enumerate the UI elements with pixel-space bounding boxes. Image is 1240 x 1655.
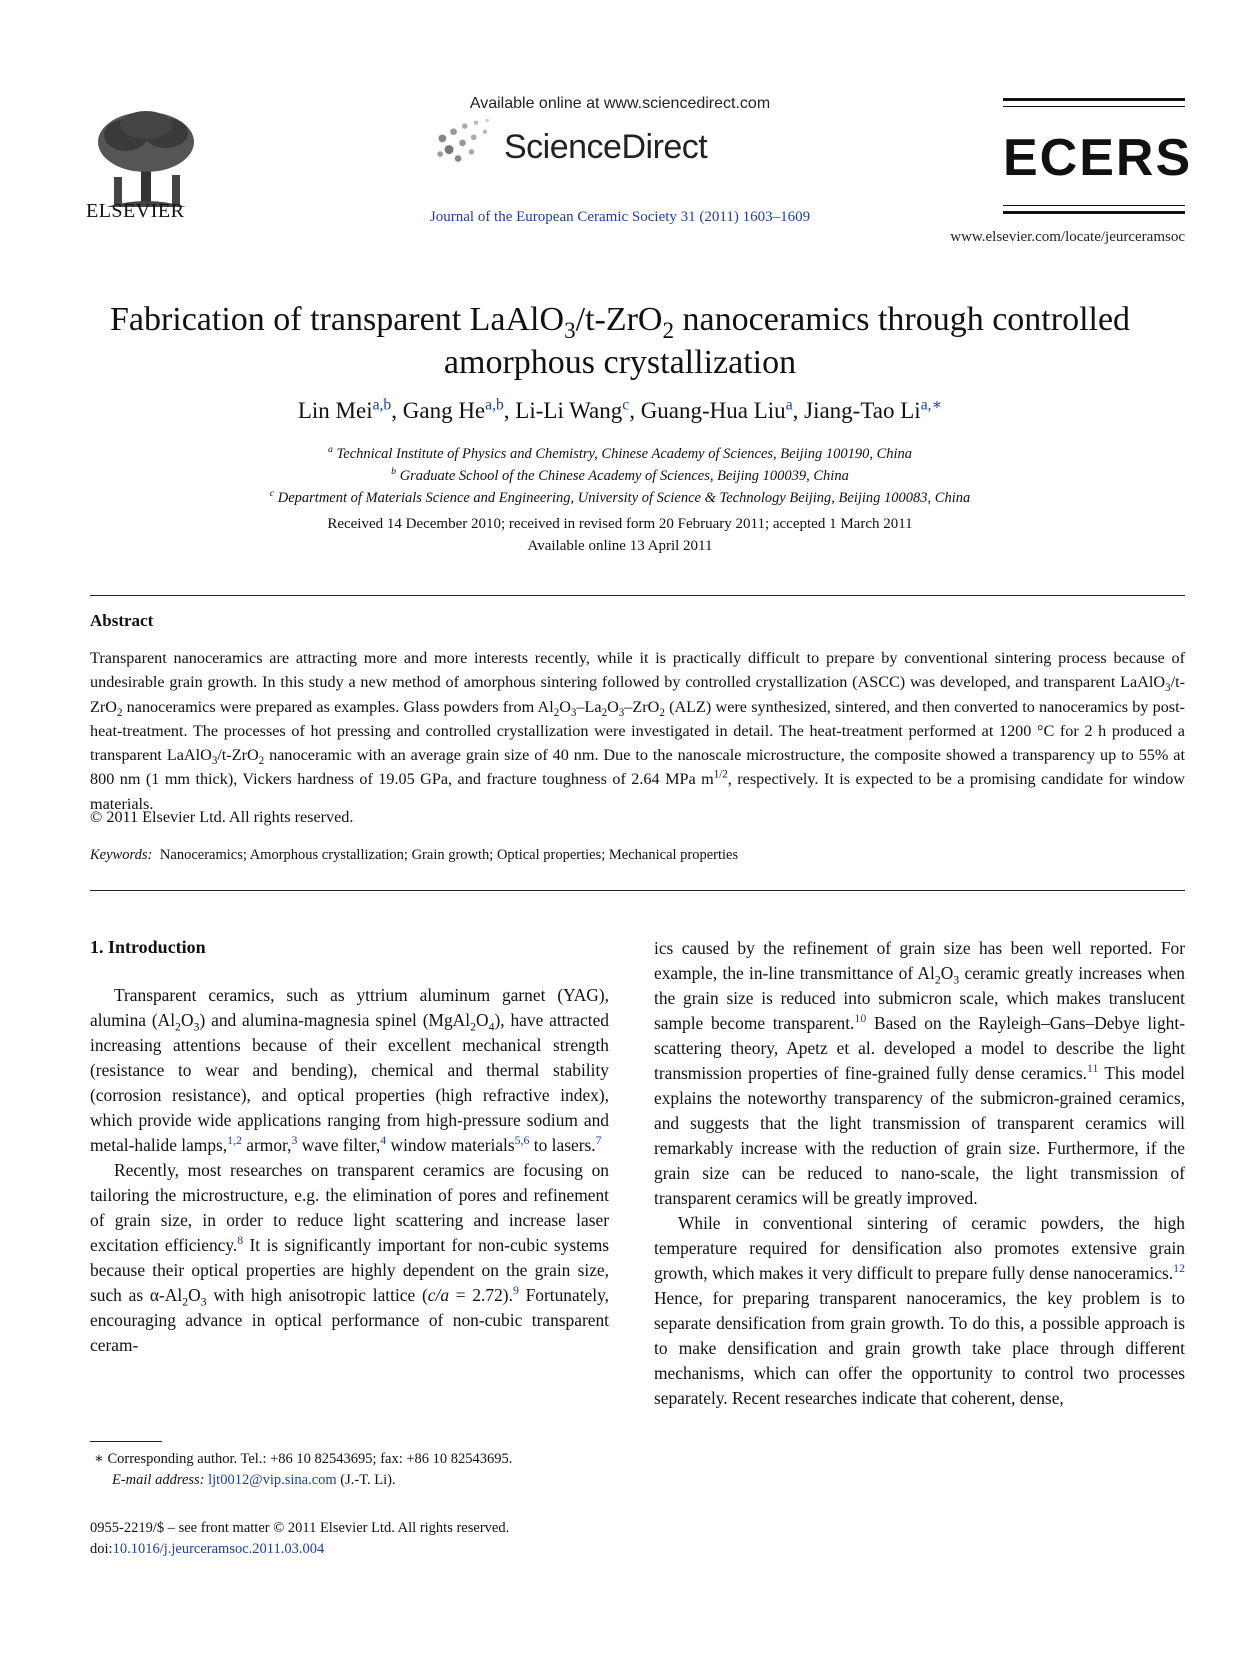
citation-ref[interactable]: 4: [380, 1133, 387, 1148]
author-list: [60, 398, 1180, 424]
citation-ref[interactable]: 11: [1087, 1061, 1099, 1076]
available-online-date: Available online 13 April 2011: [527, 538, 713, 554]
available-online-text: Available online at www.sciencedirect.com: [469, 95, 771, 112]
divider: [90, 595, 1185, 596]
paragraph: Recently, most researches on transparent ceramics are focusing on tailoring the microstructure, e.g. the elimination of pores and refinement of grain size, in order to reduce light scattering and increase laser excitation efficiency.$^8$ It is significantly important for non-cubic systems because their optical properties are highly dependent on the grain size, such as $\alpha-Al_2O_3$ with high anisotropic lattice (c/a = 2.72).$^9$ Fortunately, encouraging advance in optical performance of non-cubic transparent ceram-: [90, 1160, 610, 1355]
ecers-bottom-rule: [1003, 205, 1185, 214]
keywords-list: Nanoceramics; Amorphous crystallization; Grain growth; Optical properties; Mechanical properties: [159, 847, 739, 863]
citation-ref[interactable]: 7: [595, 1133, 602, 1148]
right-column: [654, 936, 1185, 1411]
ecers-logo: ECERS: [1003, 129, 1193, 187]
affiliations: [60, 443, 1180, 509]
sciencedirect-logo: ScienceDirect: [504, 128, 708, 166]
issn-line: 0955-2219/$ – see front matter © 2011 Elsevier Ltd. All rights reserved.: [90, 1520, 510, 1536]
citation-ref[interactable]: 1,2: [227, 1133, 242, 1148]
paragraph: Transparent ceramics, such as yttrium aluminum garnet (YAG), alumina $(Al_2O_3)$ and alumina-magnesia spinel $(MgAl_2O_4)$, have attracted increasing attentions because of their excellent mechanical strength (resistance to wear and bending), chemical and thermal stability (corrosion resistance), and optical properties (high refractive index), which provide wide applications ranging from high-pressure sodium and metal-halide lamps,$^{1,2}$ armor,$^3$ wave filter,$^4$ window materials$^{5,6}$ to lasers.$^7$: [90, 985, 609, 1155]
keywords-label: Keywords:: [90, 847, 153, 863]
author: Guang-Hua Liu$^a$,: [640, 396, 805, 423]
citation-ref[interactable]: 12: [1173, 1261, 1185, 1276]
email-link[interactable]: ljt0012@vip.sina.com: [208, 1472, 337, 1488]
corresponding-author-footnote: ∗ Corresponding author. Tel.: +86 10 82543695; fax: +86 10 82543695. E-mail address: ljt0012@vip.sina.com (J.-T. Li).: [94, 1451, 513, 1488]
front-matter: 0955-2219/$ – see front matter © 2011 Elsevier Ltd. All rights reserved. doi:10.1016/j.jeurceramsoc.2011.03.004: [90, 1518, 690, 1560]
received-dates: Received 14 December 2010; received in revised form 20 February 2011; accepted 1 March 2011: [327, 516, 913, 532]
author: Gang He$^{a,b}$,: [402, 396, 516, 423]
paragraph: While in conventional sintering of ceramic powders, the high temperature required for densification also promotes extensive grain growth, which makes it very difficult to prepare fully dense nanoceramics.$^{12}$ Hence, for preparing transparent nanoceramics, the key problem is to separate densification from grain growth. To do this, a possible approach is to make densification and grain growth take place through different mechanisms, which can offer the opportunity to control two processes separately. Recent researches indicate that coherent, dense,: [654, 1213, 1185, 1408]
abstract-text: Transparent nanoceramics are attracting more and more interests recently, while it is practically difficult to prepare by conventional sintering process because of undesirable grain growth. In this study a new method of amorphous sintering followed by controlled crystallization (ASCC) was developed, and transparent LaAlO$_3$/t-ZrO$_2$ nanoceramics were prepared as examples. Glass powders from $Al_2O_3-La_2O_3-ZrO_2$ (ALZ) were synthesized, sintered, and then converted to nanoceramics by post-heat-treatment. The processes of hot pressing and controlled crystallization were investigated in detail. The heat-treatment performed at 1200 °C for 2 h produced a transparent LaAlO$_3$/t-ZrO$_2$ nanoceramic with an average grain size of 40 nm. Due to the nanoscale microstructure, the composite showed a transparency up to 55% at 800 nm (1 mm thick), Vickers hardness of 19.05 GPa, and fracture toughness of 2.64 MPa $m^{1/2}$, respectively. It is expected to be a promising candidate for window materials.: [90, 649, 1185, 813]
author: Li-Li Wang$^c$,: [515, 396, 641, 423]
journal-url[interactable]: www.elsevier.com/locate/jeurceramsoc: [950, 229, 1185, 245]
ecers-top-rule: [1003, 98, 1185, 107]
citation-ref[interactable]: 3: [291, 1133, 298, 1148]
author: Lin Mei$^{a,b}$,: [297, 396, 403, 423]
citation-ref[interactable]: 10: [854, 1011, 867, 1026]
citation-ref[interactable]: 8: [237, 1233, 244, 1248]
affiliation: $^a$ Technical Institute of Physics and Chemistry, Chinese Academy of Sciences, Beijing 100190, China: [327, 444, 913, 462]
article-title: Fabrication of transparent LaAlO$_3$/t-ZrO$_2$ nanoceramics through controlled amorphous crystallization: [109, 301, 1131, 381]
article-dates: [60, 513, 1180, 557]
affiliation: $^b$ Graduate School of the Chinese Academy of Sciences, Beijing 100039, China: [391, 466, 849, 484]
author: Jiang-Tao Li$^{a,∗}$: [804, 396, 943, 423]
affiliation: $^c$ Department of Materials Science and Engineering, University of Science & Technology Beijing, Beijing 100083, China: [269, 488, 971, 506]
citation-ref[interactable]: 9: [512, 1283, 519, 1298]
journal-reference[interactable]: Journal of the European Ceramic Society 31 (2011) 1603–1609: [429, 209, 811, 225]
paragraph: ics caused by the refinement of grain size has been well reported. For example, the in-line transmittance of $Al_2O_3$ ceramic greatly increases when the grain size is reduced into submicron scale, which makes translucent sample become transparent.$^{10}$ Based on the Rayleigh–Gans–Debye light-scattering theory, Apetz et al. developed a model to describe the light transmission properties of fine-grained fully dense ceramics.$^{11}$ This model explains the noteworthy transparency of the submicron-grained ceramics, and suggests that the light transmission of transparent ceramics will remarkably increase with the reduction of grain size. Furthermore, if the grain size can be reduced to nano-scale, the light transmission of transparent ceramics will be greatly improved.: [654, 938, 1185, 1208]
publisher-name: ELSEVIER: [86, 200, 185, 222]
keywords: [90, 847, 738, 864]
left-column: [90, 983, 609, 1358]
citation-ref[interactable]: 5,6: [514, 1133, 530, 1148]
section-heading: 1. Introduction: [90, 937, 206, 957]
sciencedirect-dots-icon: [432, 116, 502, 172]
doi-link[interactable]: 10.1016/j.jeurceramsoc.2011.03.004: [112, 1541, 325, 1557]
abstract-heading: Abstract: [90, 611, 154, 630]
divider: [90, 890, 1185, 891]
copyright-notice: © 2011 Elsevier Ltd. All rights reserved.: [90, 808, 354, 826]
footnote-rule: [90, 1441, 162, 1442]
